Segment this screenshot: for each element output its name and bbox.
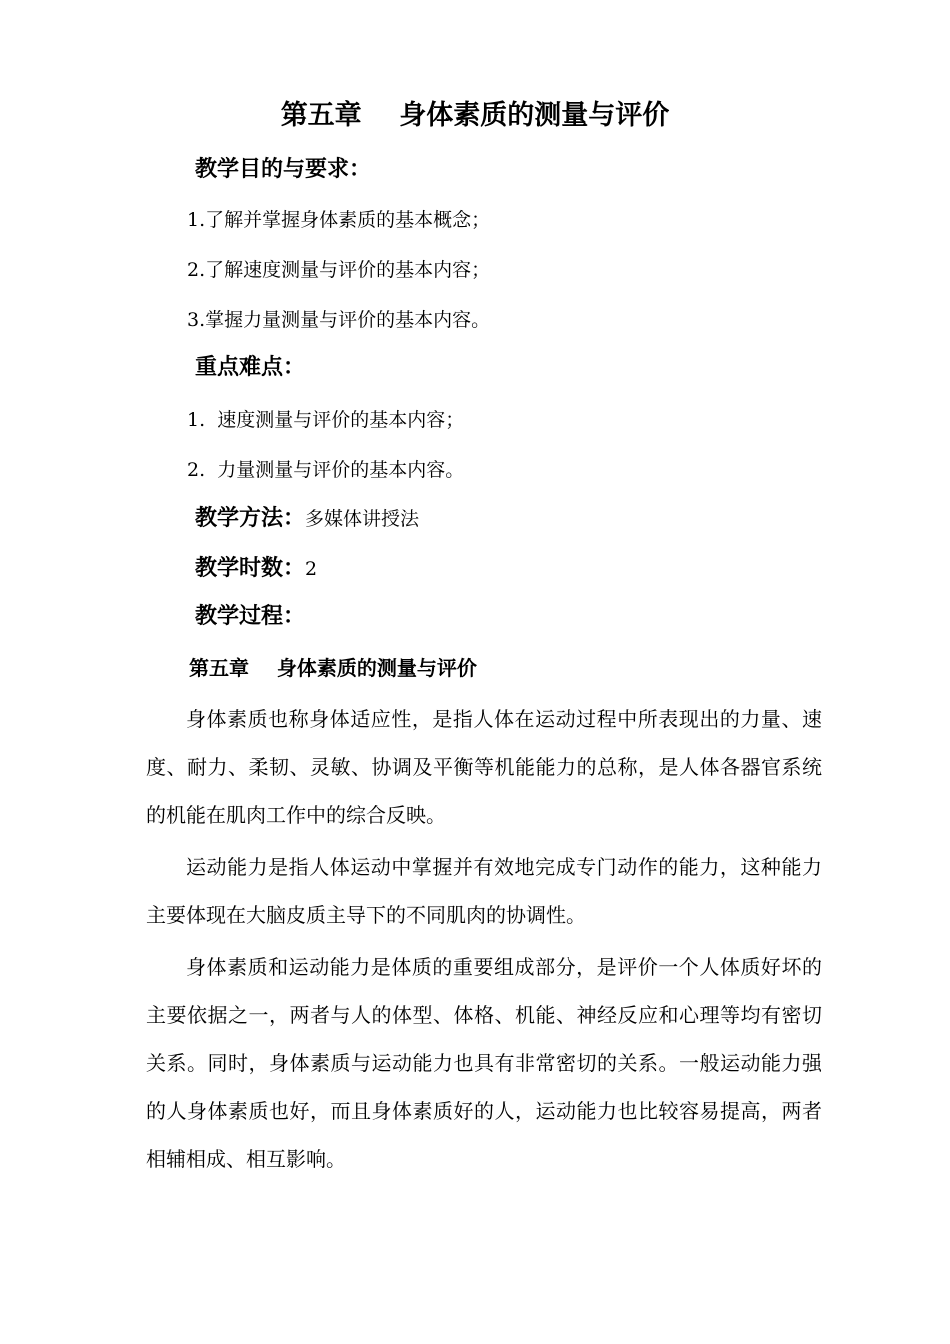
objectives-heading: 教学目的与要求： [195, 157, 372, 182]
chapter-title: 第五章 身体素质的测量与评价 [280, 100, 670, 131]
section-title: 第五章 身体素质的测量与评价 [189, 656, 477, 680]
teaching-method-value: 多媒体讲授法 [305, 508, 420, 530]
paragraph-3: 身体素质和运动能力是体质的重要组成部分，是评价一个人体质好坏的主要依据之一，两者与人的体型、体格、机能、神经反应和心理等均有密切关系。同时，身体素质与运动能力也具有非常密切的关系。一般运动能力强的人身体素质也好，而且身体素质好的人，运动能力也比较容易提高，两者相辅相成、相互影响。 [146, 955, 822, 1171]
objective-item-3: 3.掌握力量测量与评价的基本内容。 [187, 309, 491, 331]
teaching-hours-row [195, 553, 317, 585]
objective-item-1: 1.了解并掌握身体素质的基本概念； [187, 209, 491, 231]
paragraph-2: 运动能力是指人体运动中掌握并有效地完成专门动作的能力，这种能力主要体现在大脑皮质主导下的不同肌肉的协调性。 [146, 855, 822, 927]
teaching-process-heading: 教学过程： [195, 604, 306, 629]
teaching-hours-value: 2 [305, 558, 318, 580]
key-point-item-2: 2. 力量测量与评价的基本内容。 [187, 459, 465, 481]
teaching-method-label: 教学方法： [195, 506, 306, 531]
key-points-heading: 重点难点： [195, 355, 306, 380]
teaching-hours-label: 教学时数： [195, 556, 306, 581]
objective-item-2: 2.了解速度测量与评价的基本内容； [187, 259, 491, 281]
key-point-item-1: 1. 速度测量与评价的基本内容； [187, 409, 465, 431]
teaching-method-row [195, 503, 419, 535]
paragraph-1: 身体素质也称身体适应性，是指人体在运动过程中所表现出的力量、速度、耐力、柔韧、灵敏、协调及平衡等机能能力的总称，是人体各器官系统的机能在肌肉工作中的综合反映。 [146, 707, 822, 827]
